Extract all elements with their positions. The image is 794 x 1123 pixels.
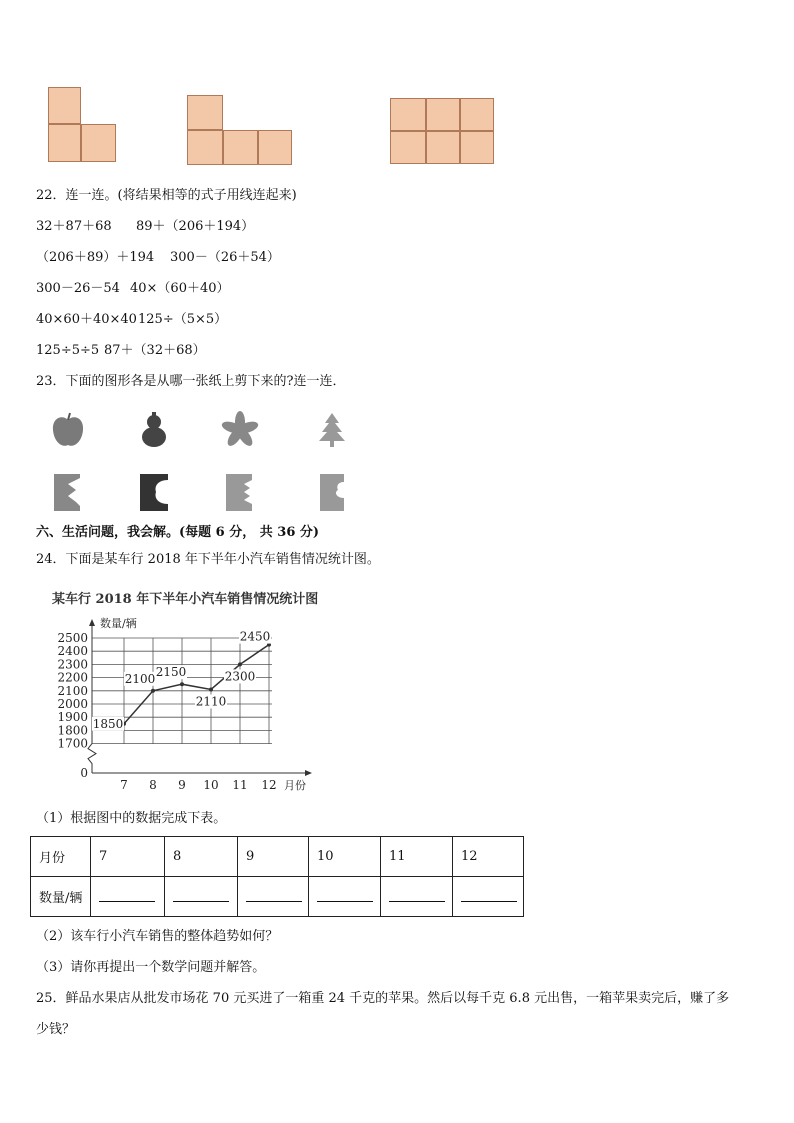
data-label: 2300: [224, 669, 256, 684]
paper-cutout-2-icon: [134, 472, 174, 512]
answer-blank[interactable]: [238, 877, 309, 917]
square: [81, 124, 116, 162]
paper-cutout-1-icon: [48, 472, 88, 512]
x-tick-label: 10: [203, 778, 219, 792]
data-label: 2150: [155, 665, 187, 680]
paper-cutout-4-icon: [312, 472, 352, 512]
flower-cutout-icon: [220, 410, 260, 450]
data-label: 2450: [239, 629, 271, 644]
data-label: 2110: [195, 694, 227, 709]
q22-title: 22．连一连。(将结果相等的式子用线连起来): [36, 188, 297, 203]
q23-title: 23．下面的图形各是从哪一张纸上剪下来的?连一连．: [36, 374, 346, 389]
x-tick-label: 7: [120, 778, 128, 792]
square: [48, 87, 81, 124]
q24-sub3: （3）请你再提出一个数学问题并解答。: [36, 960, 266, 975]
q24-title: 24．下面是某车行 2018 年下半年小汽车销售情况统计图。: [36, 552, 380, 567]
answer-table: [30, 836, 524, 917]
y-tick-label: 0: [80, 766, 88, 780]
square: [258, 130, 292, 165]
x-tick-label: 8: [149, 778, 157, 792]
y-tick-label: 2400: [57, 644, 88, 659]
q24-sub1: （1）根据图中的数据完成下表。: [36, 811, 227, 826]
answer-blank[interactable]: [309, 877, 381, 917]
q25-line2: 少钱？: [36, 1022, 76, 1037]
y-axis-arrow: [89, 619, 95, 626]
y-tick-label: 1700: [57, 736, 88, 751]
y-tick-label: 1900: [57, 710, 88, 725]
q22-right-3: 40×（60＋40）: [130, 281, 230, 296]
line-chart: [30, 585, 330, 795]
q22-left-3: 300－26－54: [36, 281, 120, 296]
data-point: [209, 687, 213, 691]
apple-cutout-icon: [48, 410, 88, 450]
square: [187, 130, 223, 165]
table-cell-label: 月份: [31, 837, 91, 877]
data-point: [180, 682, 184, 686]
table-cell-month: 12: [453, 837, 524, 877]
square: [426, 131, 460, 164]
q24-sub2: （2）该车行小汽车销售的整体趋势如何？: [36, 929, 279, 944]
square: [48, 124, 81, 162]
table-row: [31, 837, 524, 877]
y-tick-label: 2100: [57, 683, 88, 698]
q22-left-5: 125÷5÷5: [36, 343, 100, 358]
square: [390, 98, 426, 131]
q22-left-1: 32＋87＋68: [36, 219, 112, 234]
q25-line1: 25．鲜品水果店从批发市场花 70 元买进了一箱重 24 千克的苹果。然后以每千克 6.8 元出售，一箱苹果卖完后，赚了多: [36, 991, 730, 1006]
data-point: [151, 689, 155, 693]
table-cell-month: 11: [381, 837, 453, 877]
answer-blank[interactable]: [91, 877, 165, 917]
section-6-title: 六、生活问题，我会解。(每题 6 分， 共 36 分): [36, 525, 320, 540]
q22-left-2: （206＋89）＋194: [36, 250, 155, 265]
table-row: [31, 877, 524, 917]
table-cell-month: 9: [238, 837, 309, 877]
table-cell-month: 10: [309, 837, 381, 877]
y-axis-label: 数量/辆: [100, 617, 137, 630]
q22-right-5: 87＋（32＋68）: [104, 343, 206, 358]
q22-left-4: 40×60＋40×40: [36, 312, 137, 327]
q22-right-2: 300－（26＋54）: [170, 250, 280, 265]
square: [426, 98, 460, 131]
y-tick-label: 2500: [57, 631, 88, 645]
table-cell-label: 数量/辆: [31, 877, 91, 917]
q22-right-1: 89＋（206＋194）: [136, 219, 255, 234]
x-tick-label: 9: [178, 778, 186, 792]
x-axis-label: 月份: [284, 779, 306, 792]
data-label: 1850: [92, 716, 124, 731]
answer-blank[interactable]: [453, 877, 524, 917]
y-tick-label: 2200: [57, 670, 88, 685]
y-tick-label: 1800: [57, 723, 88, 738]
square: [390, 131, 426, 164]
square: [460, 98, 494, 131]
chart-title: 某车行 2018 年下半年小汽车销售情况统计图: [52, 592, 319, 607]
table-cell-month: 7: [91, 837, 165, 877]
x-tick-label: 11: [232, 778, 248, 792]
square: [223, 130, 258, 165]
square: [187, 95, 223, 130]
x-tick-label: 12: [261, 778, 277, 792]
table-cell-month: 8: [165, 837, 238, 877]
answer-blank[interactable]: [381, 877, 453, 917]
q22-right-4: 125÷（5×5）: [138, 312, 228, 327]
y-tick-label: 2300: [57, 657, 88, 672]
data-label: 2100: [124, 671, 156, 686]
data-point: [238, 662, 242, 666]
y-tick-label: 2000: [57, 697, 88, 711]
x-axis-arrow: [305, 770, 312, 776]
tree-cutout-icon: [312, 410, 352, 450]
gourd-cutout-icon: [134, 410, 174, 450]
paper-cutout-3-icon: [220, 472, 260, 512]
axis-break: [88, 744, 96, 773]
answer-blank[interactable]: [165, 877, 238, 917]
square: [460, 131, 494, 164]
